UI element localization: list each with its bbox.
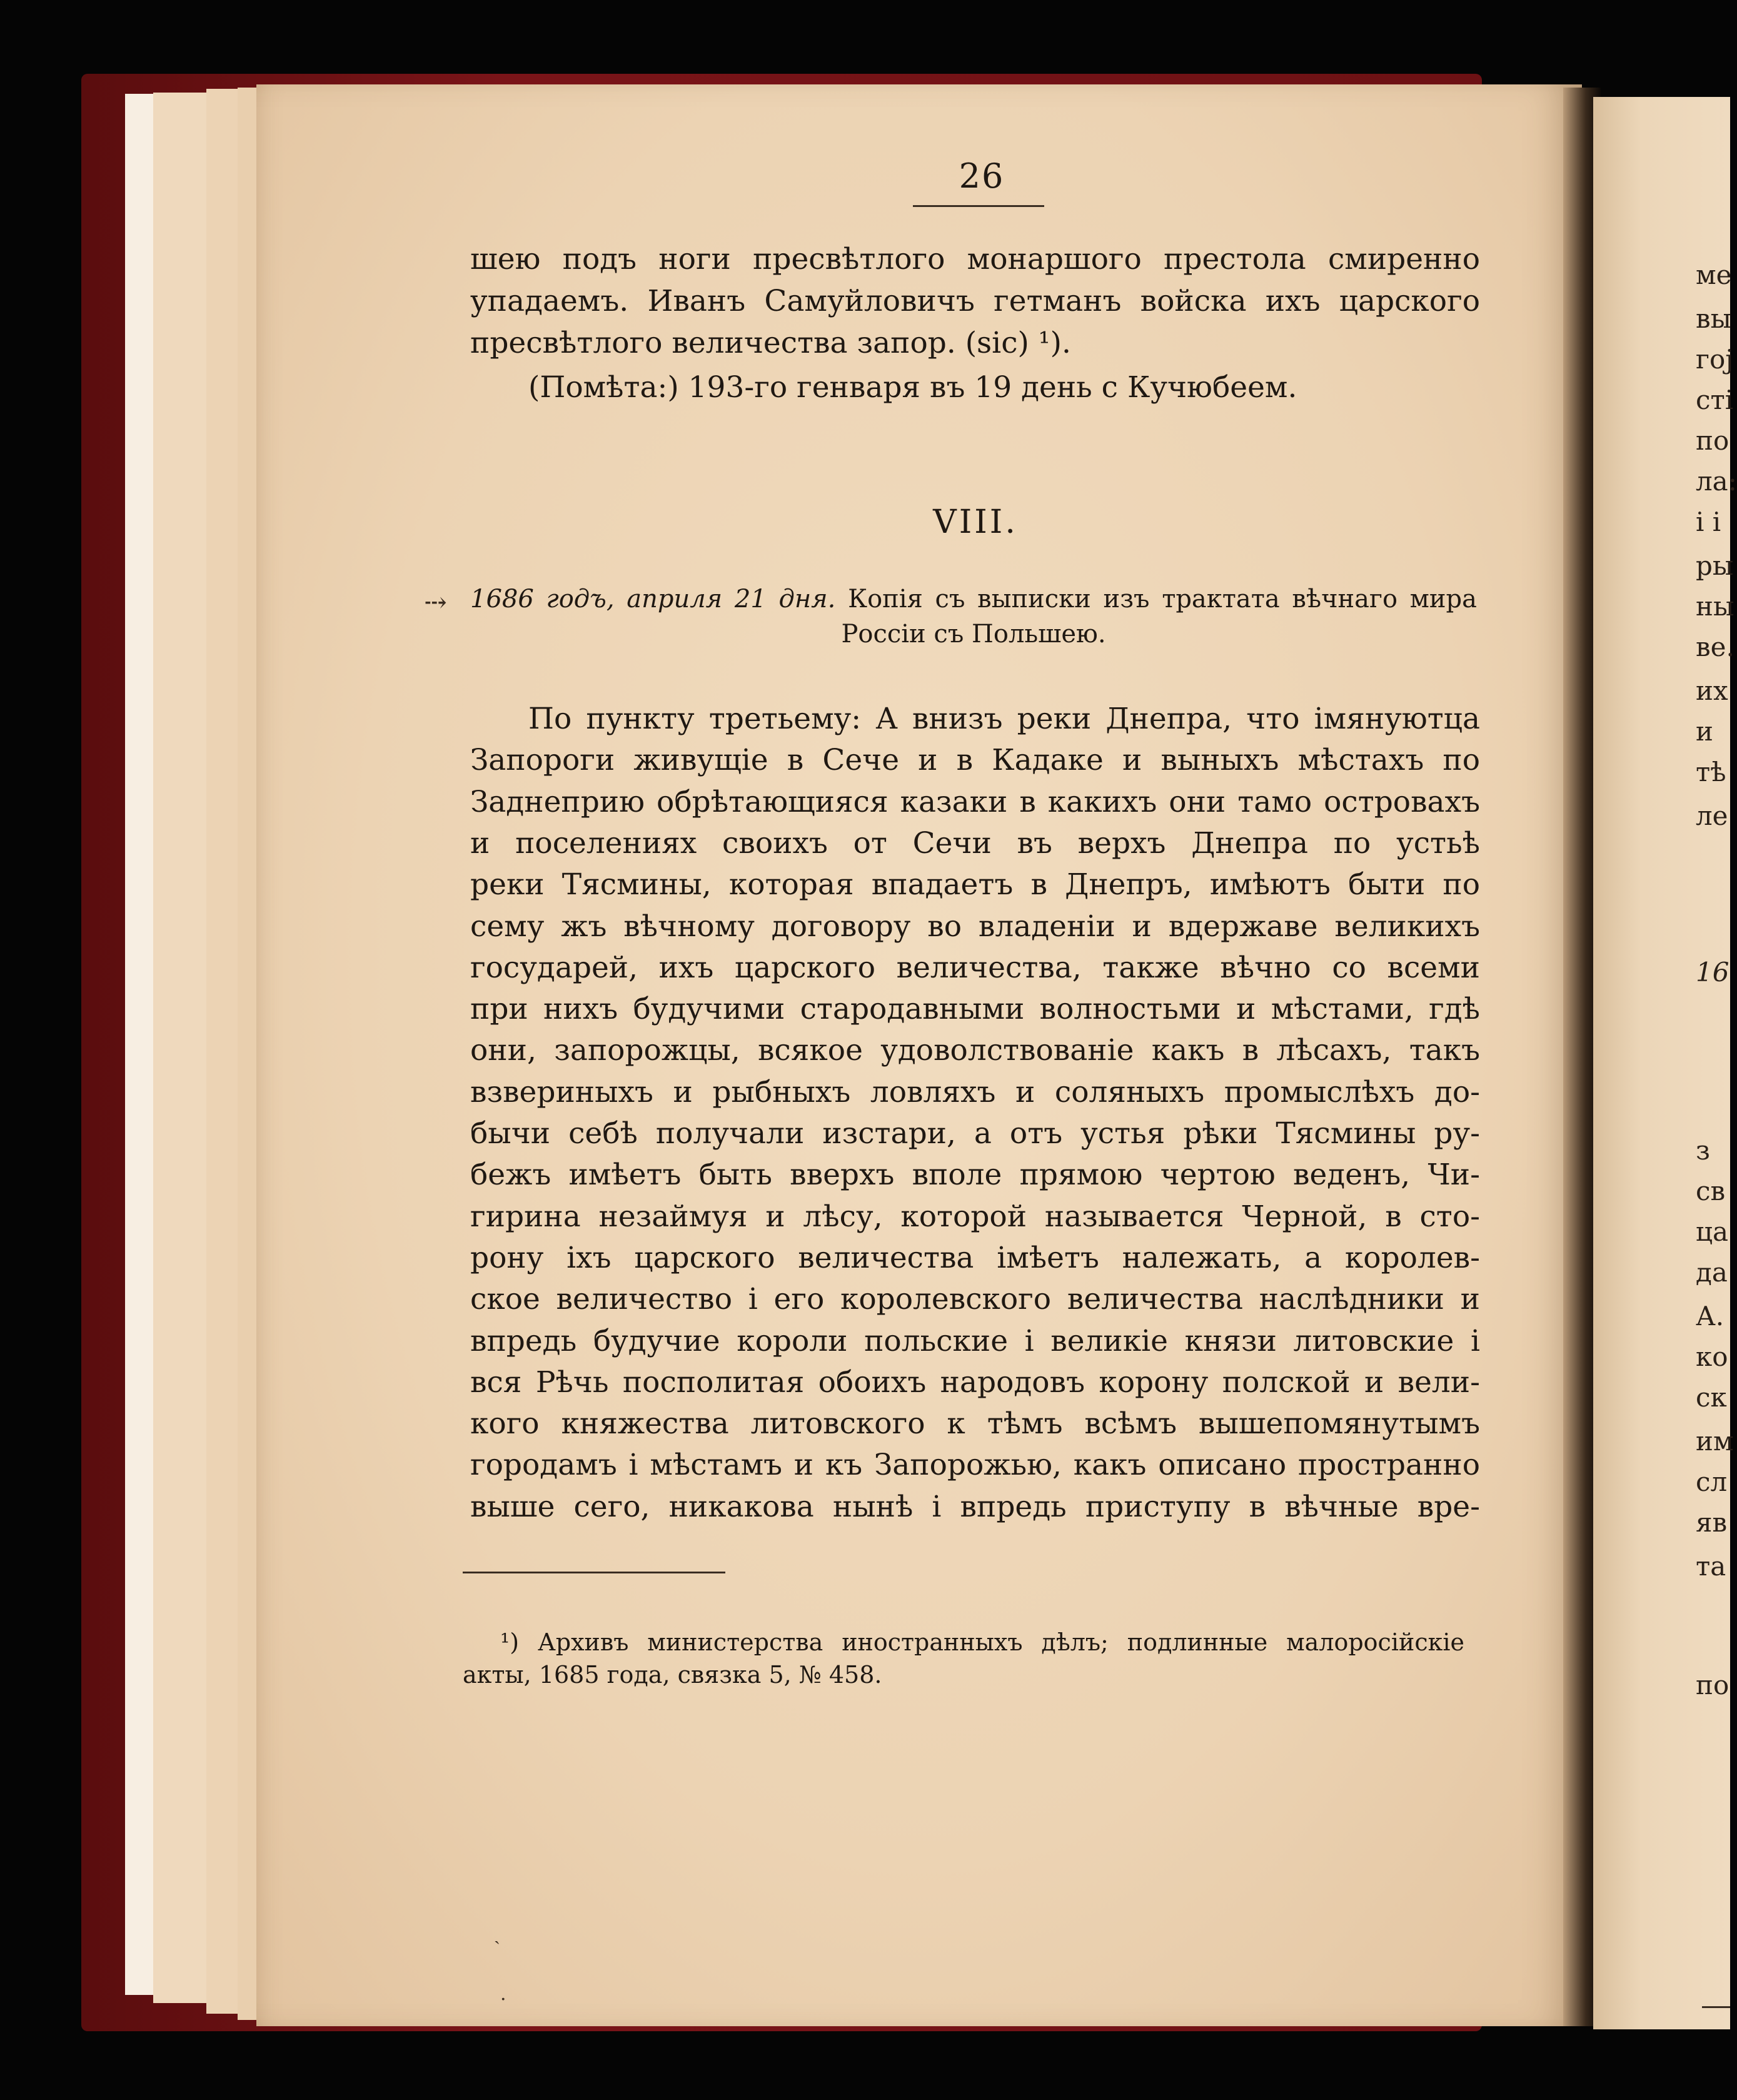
facing-fragment: 16 [1696, 957, 1729, 987]
body-line: кого княжества литовского к тѣмъ всѣмъ вышепомянутымъ [470, 1406, 1480, 1441]
ink-mark: ˏ [494, 1923, 500, 1945]
body-line: взвериныхъ и рыбныхъ ловляхъ и соляныхъ промыслѣхъ до- [470, 1074, 1480, 1109]
footnote-line: акты, 1685 года, связка 5, № 458. [463, 1661, 882, 1689]
heading-date: 1686 годъ, априля 21 дня. [470, 585, 836, 613]
facing-fragment: яв [1696, 1507, 1728, 1538]
facing-fragment: им [1696, 1426, 1734, 1456]
facing-fragment: сл [1696, 1466, 1728, 1497]
body-line: вся Рѣчь посполитая обоихъ народовъ корону полской и вели- [470, 1365, 1480, 1400]
margin-mark: ⤏ [424, 587, 447, 618]
facing-fragment: сті [1696, 385, 1734, 415]
facing-fragment: ве. [1696, 632, 1734, 662]
body-line: при нихъ будучими стародавными волностьми и мѣстами, гдѣ [470, 992, 1480, 1027]
footnote-line: ¹) Архивъ министерства иностранныхъ дѣлъ; подлинные малоросійскіе [500, 1628, 1464, 1656]
body-line: бычи себѣ получали изстари, а отъ устья рѣки Тясмины ру- [470, 1116, 1480, 1151]
facing-fragment: ца [1696, 1216, 1729, 1247]
text-line: упадаемъ. Иванъ Самуйловичъ гетманъ войска ихъ царского [470, 284, 1480, 318]
facing-fragment: и [1696, 716, 1713, 747]
section-number: VIII. [933, 503, 1018, 541]
body-line: бежъ имѣетъ быть вверхъ вполе прямою чертою веденъ, Чи- [470, 1158, 1480, 1193]
body-line: впредь будучие короли польские і великіе князи литовские і [470, 1323, 1480, 1358]
document-heading-line2: Россіи съ Польшею. [841, 620, 1106, 649]
body-line: ское величество і его королевского величества наслѣдники и [470, 1282, 1480, 1317]
ink-mark: · [500, 1989, 506, 2011]
facing-fragment: ры [1696, 550, 1734, 581]
page-number: 26 [959, 156, 1005, 196]
body-line: По пункту третьему: А внизъ реки Днепра, что імянуютца [528, 702, 1480, 736]
text-line: шею подъ ноги пресвѣтлого монаршого престола смиренно [470, 242, 1480, 276]
body-line: и поселениях своихъ от Сечи въ верхъ Днепра по устьѣ [470, 825, 1480, 861]
facing-fragment: ск [1696, 1382, 1727, 1413]
footnote-rule [463, 1572, 725, 1573]
heading-text: Копія съ выписки изъ трактата вѣчнаго мира [848, 585, 1478, 613]
facing-fragment: св [1696, 1176, 1726, 1206]
body-line: Запороги живущіе в Сече и в Кадаке и выныхъ мѣстахъ по [470, 743, 1480, 778]
facing-rule [1702, 2006, 1730, 2008]
body-line: выше сего, никакова нынѣ і впредь приступу в вѣчные вре- [470, 1489, 1480, 1524]
facing-fragment: з [1696, 1135, 1710, 1166]
facing-fragment: гој [1696, 344, 1734, 375]
facing-fragment: ны [1696, 591, 1734, 622]
facing-fragment: ле [1696, 800, 1728, 831]
facing-fragment: ко [1696, 1341, 1728, 1372]
facing-fragment: по [1696, 425, 1729, 456]
body-line: городамъ і мѣстамъ и къ Запорожью, какъ описано пространно [470, 1448, 1480, 1483]
body-line: гирина незаймуя и лѣсу, которой называется Черной, в сто- [470, 1199, 1480, 1234]
facing-fragment: да [1696, 1257, 1728, 1288]
facing-fragment: і і [1696, 507, 1721, 537]
facing-fragment: вы [1696, 303, 1732, 334]
body-line: они, запорожцы, всякое удоволствованіе какъ в лѣсахъ, такъ [470, 1033, 1480, 1068]
document-heading [470, 582, 1477, 617]
body-line: Заднеприю обрѣтающияся казаки в какихъ они тамо островахъ [470, 784, 1480, 819]
body-line: государей, ихъ царского величества, также вѣчно со всеми [470, 950, 1480, 985]
facing-fragment: по [1696, 1670, 1729, 1700]
page-number-rule [913, 205, 1044, 207]
body-line: рону іхъ царского величества імѣетъ належать, а королев- [470, 1240, 1480, 1275]
body-line: сему жъ вѣчному договору во владеніи и вдержаве великихъ [470, 909, 1480, 944]
facing-fragment: их [1696, 675, 1728, 706]
facing-fragment: тѣ [1696, 757, 1726, 787]
facing-fragment: А. [1696, 1301, 1724, 1331]
facing-fragment: та [1696, 1551, 1726, 1582]
facing-fragment: ла: [1696, 466, 1737, 497]
note-line: (Помѣта:) 193-го генваря въ 19 день с Кучюбеем. [528, 370, 1297, 405]
body-line: реки Тясмины, которая впадаетъ в Днепръ, имѣютъ быти по [470, 867, 1480, 902]
text-line: пресвѣтлого величества запор. (sic) ¹). [470, 326, 1071, 360]
facing-fragment: ме [1696, 260, 1732, 290]
